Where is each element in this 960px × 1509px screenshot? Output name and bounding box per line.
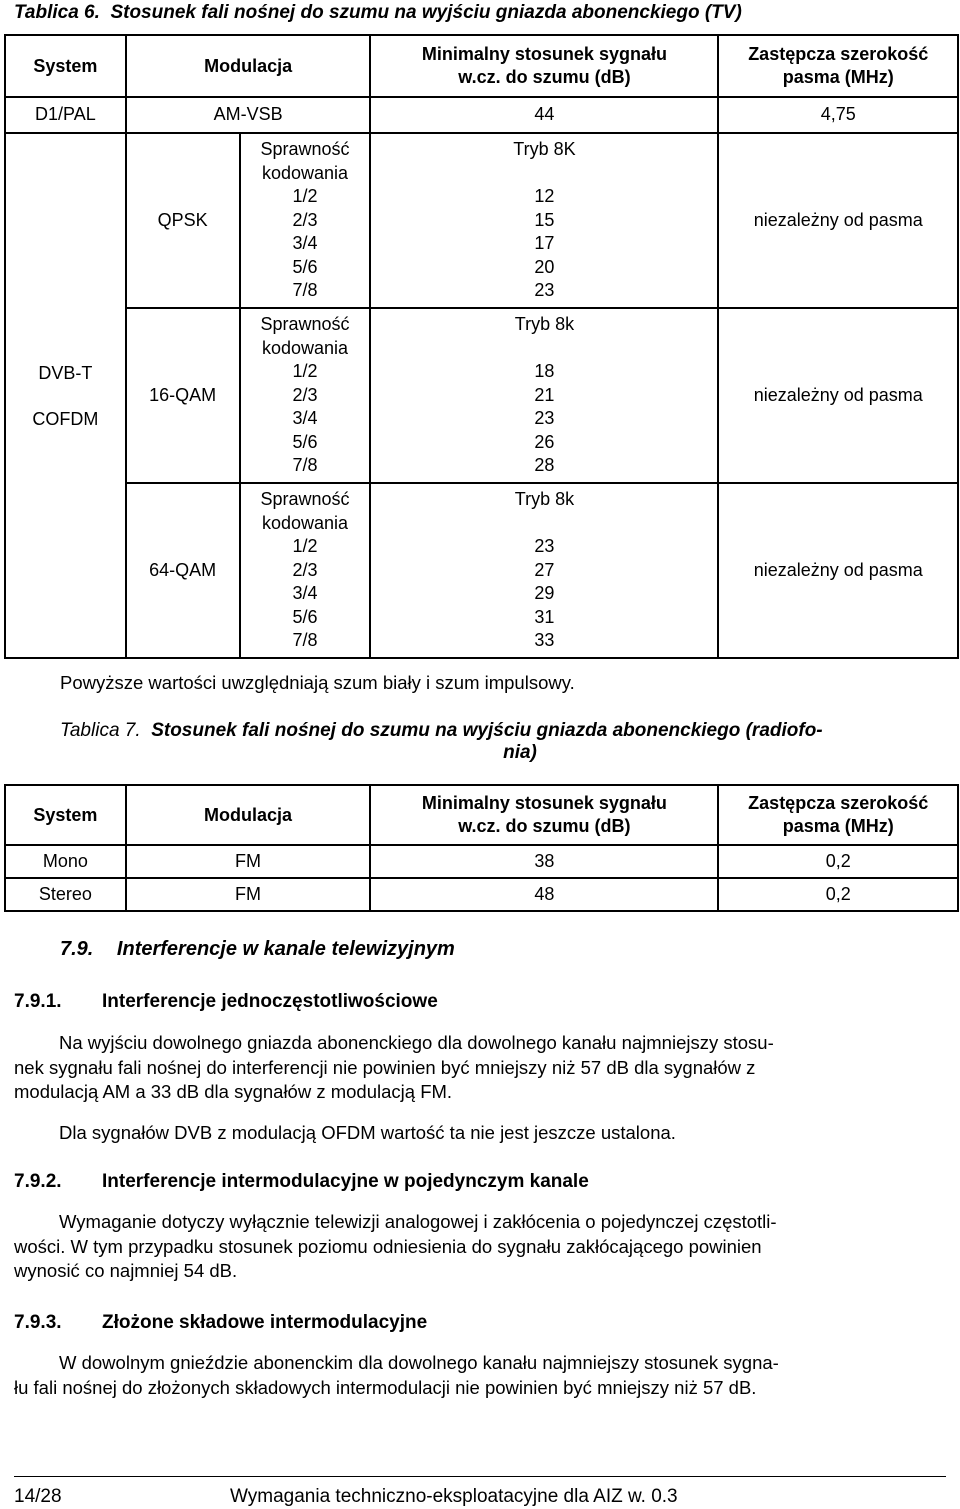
- table6-pal-min: 44: [370, 97, 718, 133]
- table6-row-qpsk: [5, 133, 958, 308]
- table6-row-64qam: [5, 483, 958, 658]
- table6-header-min-ratio: Minimalny stosunek sygnału w.cz. do szumu (dB): [370, 35, 718, 97]
- table7-row-1-min: 48: [370, 878, 718, 911]
- table6-group-1-mod: 16-QAM: [126, 308, 240, 483]
- table7-row-1-system: Stereo: [5, 878, 126, 911]
- table6-note: Powyższe wartości uwzględniają szum biały i szum impulsowy.: [60, 672, 575, 693]
- subsection-heading-792: 7.9.2. Interferencje intermodulacyjne w pojedynczym kanale: [14, 1171, 589, 1192]
- table6-caption: [14, 2, 742, 24]
- paragraph-791-a: Na wyjściu dowolnego gniazda abonenckiego dla dowolnego kanału najmniejszy stosu- nek sygnału fali nośnej do interferencji nie powinien być mniejszy niż 57 dB dla sygnałów z modulacją AM a 33 dB dla sygnałów z modulacją FM.: [14, 1032, 774, 1102]
- table7-header-system: System: [5, 785, 126, 845]
- paragraph-793: W dowolnym gnieździe abonenckim dla dowolnego kanału najmniejszy stosunek sygna- łu fali nośnej do złożonych składowych intermodulacji nie powinien być mniejszy niż 57 dB.: [14, 1352, 779, 1398]
- footer-rule: [14, 1476, 946, 1477]
- table6-caption-number: Tablica 6.: [14, 2, 100, 23]
- table6-group-1-bw: niezależny od pasma: [718, 308, 958, 483]
- table6-group-2-bw: niezależny od pasma: [718, 483, 958, 658]
- table7-row-0-min: 38: [370, 845, 718, 878]
- table-row: [5, 878, 958, 911]
- table6-header-system: System: [5, 35, 126, 97]
- table6-dvb-system: DVB-T COFDM: [5, 133, 126, 658]
- paragraph-792: Wymaganie dotyczy wyłącznie telewizji analogowej i zakłócenia o pojedynczej częstotli- wości. W tym przypadku stosunek poziomu odniesienia do sygnału zakłócającego powinien wynosić co najmniej 54 dB.: [14, 1211, 777, 1281]
- table7-caption-line1: Stosunek fali nośnej do szumu na wyjściu gniazda abonenckiego (radiofo-: [151, 720, 823, 741]
- table6-group-0-mod: QPSK: [126, 133, 240, 308]
- table6-group-2-sprawnosc: Sprawność kodowania 1/2 2/3 3/4 5/6 7/8: [240, 483, 371, 658]
- subsection-heading-791: 7.9.1. Interferencje jednoczęstotliwościowe: [14, 991, 438, 1012]
- paragraph-791-b: Dla sygnałów DVB z modulacją OFDM wartość ta nie jest jeszcze ustalona.: [59, 1122, 676, 1143]
- table7-caption-number: Tablica 7.: [60, 720, 141, 741]
- table7-row-0-mod: FM: [126, 845, 370, 878]
- table6-group-2-tryb: Tryb 8k 23 27 29 31 33: [370, 483, 718, 658]
- table7-row-1-bw: 0,2: [718, 878, 958, 911]
- table6-group-1-tryb: Tryb 8k 18 21 23 26 28: [370, 308, 718, 483]
- table6-pal-bw: 4,75: [718, 97, 958, 133]
- table6-group-1-sprawnosc: Sprawność kodowania 1/2 2/3 3/4 5/6 7/8: [240, 308, 371, 483]
- table6-group-0-tryb: Tryb 8K 12 15 17 20 23: [370, 133, 718, 308]
- table6: [4, 34, 959, 659]
- table6-group-2-mod: 64-QAM: [126, 483, 240, 658]
- table7-caption: [60, 720, 940, 764]
- table6-pal-modulacja: AM-VSB: [126, 97, 371, 133]
- table-row: [5, 845, 958, 878]
- table6-row-pal: [5, 97, 958, 133]
- table6-group-0-sprawnosc: Sprawność kodowania 1/2 2/3 3/4 5/6 7/8: [240, 133, 371, 308]
- table7-row-1-mod: FM: [126, 878, 370, 911]
- footer-page-number: 14/28: [14, 1486, 62, 1507]
- section-heading: 7.9. Interferencje w kanale telewizyjnym: [60, 938, 455, 960]
- table7-row-0-bw: 0,2: [718, 845, 958, 878]
- table7: [4, 784, 959, 912]
- footer-title: Wymagania techniczno-eksploatacyjne dla AIZ w. 0.3: [230, 1486, 678, 1507]
- subsection-heading-793: 7.9.3. Złożone składowe intermodulacyjne: [14, 1312, 428, 1333]
- table7-header-min-ratio: Minimalny stosunek sygnału w.cz. do szumu (dB): [370, 785, 718, 845]
- table7-header-row: [5, 785, 958, 845]
- table7-caption-line2: nia): [503, 742, 537, 763]
- table6-pal-system: D1/PAL: [5, 97, 126, 133]
- table6-header-row: [5, 35, 958, 97]
- table6-group-0-bw: niezależny od pasma: [718, 133, 958, 308]
- table6-header-bandwidth: Zastępcza szerokość pasma (MHz): [718, 35, 958, 97]
- table6-caption-text: Stosunek fali nośnej do szumu na wyjściu gniazda abonenckiego (TV): [110, 2, 742, 23]
- table6-row-16qam: [5, 308, 958, 483]
- table7-header-modulacja: Modulacja: [126, 785, 370, 845]
- table7-header-bandwidth: Zastępcza szerokość pasma (MHz): [718, 785, 958, 845]
- table6-header-modulacja: Modulacja: [126, 35, 371, 97]
- table7-row-0-system: Mono: [5, 845, 126, 878]
